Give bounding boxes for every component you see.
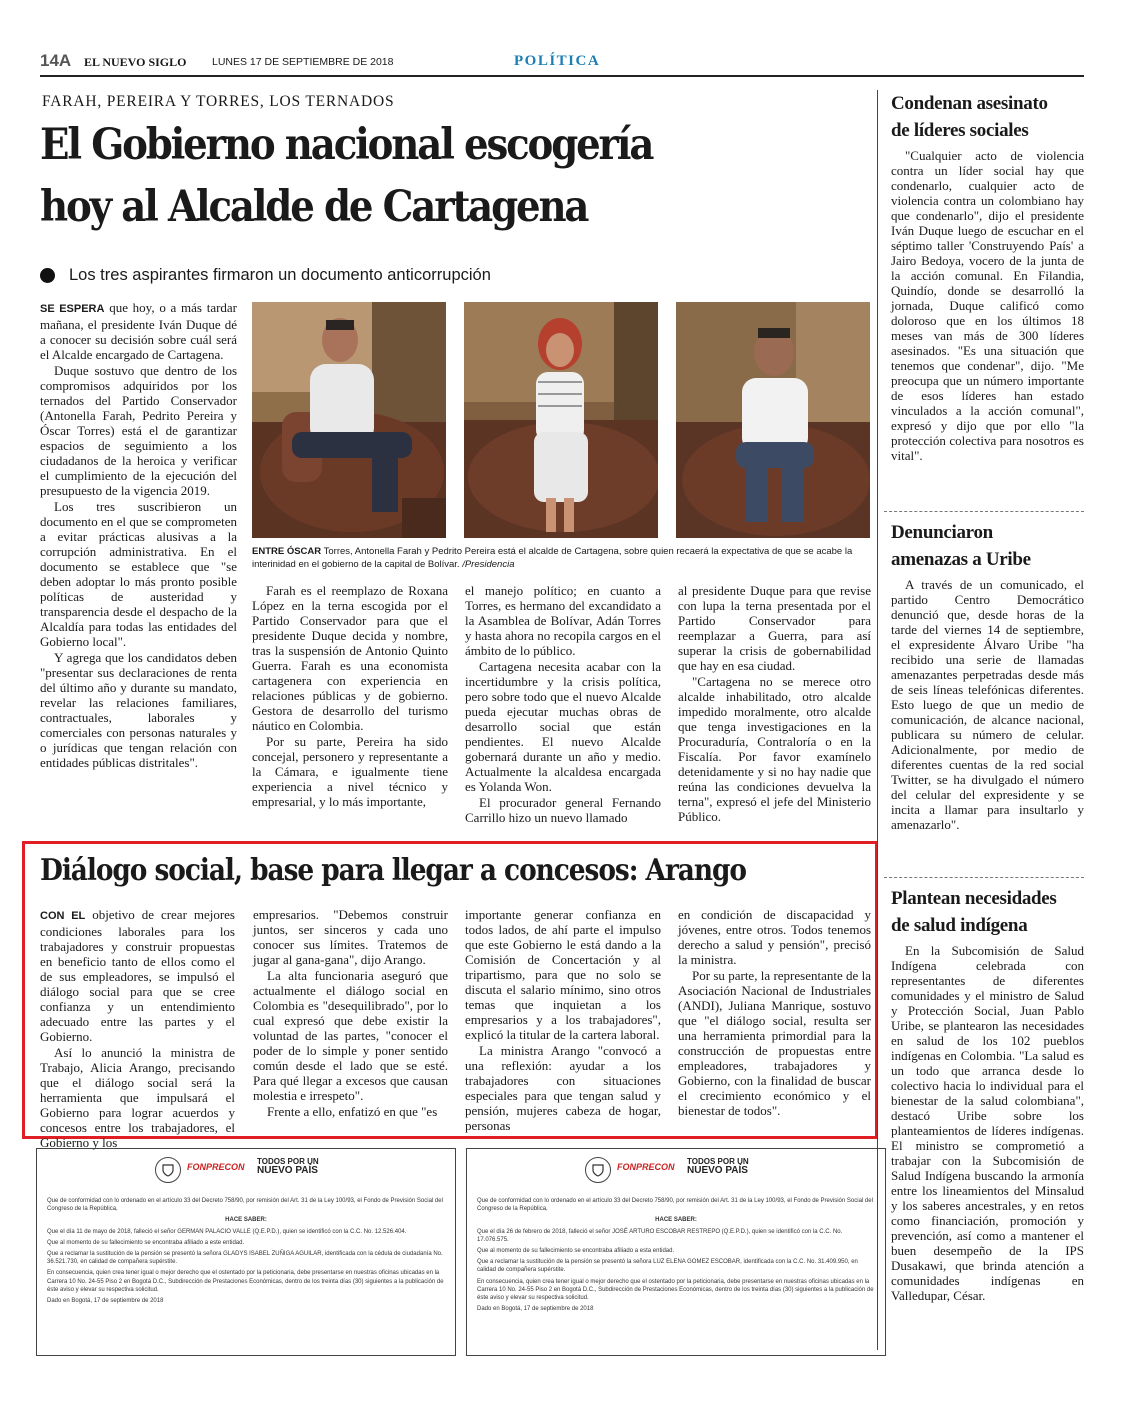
main-column-1 bbox=[40, 300, 237, 771]
publication-name: EL NUEVO SIGLO bbox=[84, 55, 187, 69]
section-label: POLÍTICA bbox=[514, 53, 601, 69]
story-kicker: FARAH, PEREIRA Y TORRES, LOS TERNADOS bbox=[42, 93, 395, 110]
notice-paragraph: Que el día 11 de mayo de 2018, falleció el señor GERMAN PALACIO VALLE (Q.E.P.D.), quien se identificó con la C.C. No. 12.526.404. bbox=[47, 1228, 407, 1235]
sidebar-title-3: Plantean necesidades de salud indígena bbox=[891, 888, 1057, 936]
notice-logos bbox=[477, 1157, 875, 1197]
main-column-3 bbox=[465, 583, 661, 826]
sidebar-title-1: Condenan asesinato de líderes sociales bbox=[891, 93, 1048, 141]
notice-paragraph: Que el día 26 de febrero de 2018, falleció el señor JOSÉ ARTURO ESCOBAR RESTREPO (Q.E.P.D.), quien se identificó con la C.C. No. 17.076.575. bbox=[477, 1228, 843, 1243]
story-headline bbox=[40, 114, 778, 238]
notice-paragraph: Que a reclamar la sustitución de la pensión se presentó la señora LUZ ELENA GOMEZ ESCOBAR, identificada con la C.C. No. 31.409.950, en calidad de compañera supérstite. bbox=[477, 1259, 858, 1274]
paragraph: El procurador general Fernando Carrillo hizo un nuevo llamado bbox=[465, 795, 661, 825]
main-column-4 bbox=[678, 583, 871, 825]
paragraph: Así lo anunció la ministra de Trabajo, Alicia Arango, precisando que el diálogo social será la herramienta que impulsará el Gobierno para lograr acuerdos y concesos entre los trabajadores, el Gobierno y los bbox=[40, 1045, 235, 1150]
notice-paragraph: En consecuencia, quien crea tener igual o mejor derecho que el ostentado por la peticionaria, debe presentarse en nuestras oficinas ubicadas en la Carrera 10 No. 24-55 Piso 2 en Bogotá D.C., Subdirección de Prestaciones Económicas, dentro de los treinta días (30) siguientes a la publicación de éste aviso y elevar su respectiva solicitud. bbox=[47, 1270, 444, 1293]
government-slogan: TODOS POR UN NUEVO PAÍS bbox=[687, 1157, 749, 1176]
issue-date: LUNES 17 DE SEPTIEMBRE DE 2018 bbox=[212, 56, 394, 68]
fonprecon-logo: FONPRECON bbox=[617, 1162, 675, 1172]
paragraph: "Cartagena no se merece otro alcalde inhabilitado, otro alcalde impedido moralmente, otro alcalde que tenga investigaciones en la Procuraduría, Contraloría o en la Fiscalía. Por favor examínelo detenidamente y si no hay nadie que reúna las condiciones devuelva la terna", expresó el jefe del Ministerio Público. bbox=[678, 674, 871, 824]
sidebar-title-2: Denunciaron amenazas a Uribe bbox=[891, 522, 1031, 570]
paragraph: Farah es el reemplazo de Roxana López en la terna escogida por el Partido Conservador para que el presidente Duque decida y nombre, tras la suspensión de Antonio Quinto Guerra. Farah es una economista cartagenera con experiencia en relaciones públicas y de gobierno. Gestora de desarrollo del turismo náutico en Colombia. bbox=[252, 583, 448, 733]
paragraph: el manejo político; en cuanto a Torres, es hermano del excandidato a la Asamblea de Bolívar, Adán Torres y hasta ahora no recopila cargos en el ámbito de lo público. bbox=[465, 583, 661, 658]
headline-line-2: hoy al Alcalde de Cartagena bbox=[40, 182, 588, 232]
notice-paragraph: Que a reclamar la sustitución de la pensión se presentó la señora GLADYS ISABEL ZUÑIGA AGUILAR, identificada con la cédula de ciudadanía No. 36.521.730, en calidad de compañera supérstite. bbox=[47, 1251, 443, 1266]
notice-heading: HACE SABER: bbox=[225, 1217, 267, 1224]
photo-antonella-farah bbox=[464, 302, 658, 538]
paragraph: La alta funcionaria aseguró que actualmente el diálogo social en Colombia es "desequilibrado", por lo cual expresó que debe existir la voluntad de las partes, "conocer el poder de lo simple y poner sentido común desde el lado que se esté. Para qué llegar a excesos que causan molestia e irrespeto". bbox=[253, 968, 448, 1103]
notice-paragraph: En consecuencia, quien crea tener igual o mejor derecho que el ostentado por la peticionaria, debe presentarse en nuestras oficinas ubicadas en la Carrera 10 No. 24-55 Piso 2 en Bogotá D.C., Subdirección de Prestaciones Económicas, dentro de los treinta días (30) siguientes a la publicación de éste aviso y elevar su respectiva solicitud. bbox=[477, 1278, 874, 1302]
paragraph: en condición de discapacidad y jóvenes, entre otros. Todos tenemos derecho a salud y pensión", precisó la ministra. bbox=[678, 907, 871, 967]
notice-heading: HACE SABER: bbox=[655, 1217, 697, 1224]
paragraph: Los tres suscribieron un documento en el que se comprometen a evitar prácticas alusivas a la corrupción administrativa. En el documento se establece que "se deben adoptar lo más pronto posible políticas de austeridad y transparencia desde el despacho de la Alcaldía para todas las entidades del Gobierno local". bbox=[40, 499, 237, 649]
paragraph: Por su parte, la representante de la Asociación Nacional de Industriales (ANDI), Juliana Manrique, sostuvo que "el diálogo social, resulta ser una herramienta primordial para la construcción de propuestas entre empleadores, trabajadores y Gobierno, con la finalidad de buscar el crecimiento económico y el bienestar de todos". bbox=[678, 968, 871, 1118]
lead-in: SE ESPERA bbox=[40, 303, 105, 315]
paragraph: "Cualquier acto de violencia contra un líder social hay que condenarlo, cualquier acto de violencia contra un colombiano hay que condenarlo", dijo el presidente Iván Duque luego de escuchar en el séptimo taller 'Construyendo País' a Jairo Bedoya, vocero de la junta de la acción comunal. En Filandia, Quindío, donde se desarrolló la jornada, Duque calificó como doloroso que en los últimos 18 meses van más de 300 líderes asesinados. "Es una situación que tenemos que condenar", dijo. "Me preocupa que un número importante de esos líderes han estado vinculados a la acción comunal", expresó y dijo que por ello "la protección colectiva para nosotros es vital". bbox=[891, 148, 1084, 463]
boxed-column-1 bbox=[40, 907, 235, 1151]
sidebar-body-3 bbox=[891, 943, 1084, 1304]
subhead-text: Los tres aspirantes firmaron un documento anticorrupción bbox=[69, 266, 491, 284]
notice-intro: Que de conformidad con lo ordenado en el artículo 33 del Decreto 758/90, por remisión del Art. 31 de la Ley 100/93, el Fondo de Previsión Social del Congreso de la República, bbox=[47, 1198, 443, 1213]
notice-paragraph: Que al momento de su fallecimiento se encontraba afiliado a este entidad. bbox=[47, 1239, 245, 1246]
paragraph: En la Subcomisión de Salud Indígena celebrada con representantes de diferentes comunidades y el ministro de Salud y Protección Social, Juan Pablo Uribe, se plantearon las necesidades en salud de los 102 pueblos indígenas en Colombia. "La salud es un todo que arranca desde lo colectivo hacia lo individual para el bienestar de la salud colombiana", destacó Uribe sobre los planteamientos de líderes indígenas. El ministro se comprometió a trabajar con la Subcomisión de Salud Indígena buscando la armonía entre los lineamientos del Minsalud y los saberes ancestrales, y en retos como financiación, promoción y prevención, así como a mantener el buen desempeño de la IPS Dusakawi, que brinda atención a comunidades indígenas en Valledupar, César. bbox=[891, 943, 1084, 1303]
page-folio bbox=[40, 49, 1084, 77]
paragraph: Frente a ello, enfatizó en que "es bbox=[267, 1104, 438, 1119]
sidebar-divider bbox=[884, 511, 1084, 512]
boxed-column-2 bbox=[253, 907, 448, 1120]
boxed-column-4 bbox=[678, 907, 871, 1119]
paragraph: Cartagena necesita acabar con la incertidumbre y la crisis política, pero sobre todo que el nuevo Alcalde pueda ejecutar muchas obras de desarrollo social que están pendientes. El nuevo Alcalde gobernará durante un año y medio. Actualmente la alcaldesa encargada es Yolanda Won. bbox=[465, 659, 661, 794]
paragraph: Duque sostuvo que dentro de los compromisos adquiridos por los ternados del Partido Conservador (Antonella Farah, Pedrito Pereira y Óscar Torres) está el de garantizar espacios de seguimiento a los ciudadanos de la heroica y verificar el cumplimiento de la ejecución del presupuesto de la vigencia 2019. bbox=[40, 363, 237, 498]
main-column-2 bbox=[252, 583, 448, 810]
paragraph: SE ESPERA que hoy, o a más tardar mañana, el presidente Iván Duque dé a conocer su decisión sobre cuál será el Alcalde encargado de Cartagena. bbox=[40, 300, 238, 362]
photo-caption bbox=[252, 545, 868, 571]
sidebar-body-1 bbox=[891, 148, 1084, 464]
paragraph: Y agrega que los candidatos deben "presentar sus declaraciones de renta del último año y durante su mandato, revelar las relaciones familiares, contractuales, laborales y comerciales con personas naturales y o jurídicas que tengan relación con entidades públicas distritales". bbox=[40, 650, 237, 770]
photo-strip bbox=[252, 302, 868, 538]
paragraph: Por su parte, Pereira ha sido concejal, personero y representante a la Cámara, e igualmente tiene experiencia a nivel técnico y empresarial, y lo más importante, bbox=[252, 734, 448, 809]
paragraph: importante generar confianza en todos lados, de ahí parte el impulso que este Gobierno le está dando a la Comisión de Concertación y al tripartismo, para que no solo se discuta el salario mínimo, sino otros temas que inquietan a los empresarios y a los trabajadores", explicó la titular de la cartera laboral. bbox=[465, 907, 661, 1042]
bullet-icon bbox=[40, 268, 55, 283]
coat-of-arms-icon bbox=[155, 1157, 181, 1183]
notice-intro: Que de conformidad con lo ordenado en el artículo 33 del Decreto 758/90, por remisión del Art. 31 de la Ley 100/93, el Fondo de Previsión Social del Congreso de la República, bbox=[477, 1198, 873, 1213]
government-slogan: TODOS POR UN NUEVO PAÍS bbox=[257, 1157, 319, 1176]
sidebar-divider bbox=[884, 877, 1084, 878]
paragraph: CON EL objetivo de crear mejores condiciones laborales para los trabajadores y construir propuestas en beneficio tanto de ellos como el de sus empleadores, se impulsó el diálogo social para que se cree confianza y un entendimiento adecuado entre las partes y el Gobierno. bbox=[40, 907, 235, 1044]
coat-of-arms-icon bbox=[585, 1157, 611, 1183]
paragraph: La ministra Arango "convocó a una reflexión: ayudar a los trabajadores con situaciones especiales para que tengan salud y pensión, mujeres cabeza de hogar, personas bbox=[465, 1043, 661, 1133]
paragraph: A través de un comunicado, el partido Centro Democrático denunció que, desde horas de la tarde del viernes 14 de septiembre, el expresidente Álvaro Uribe "ha recibido una serie de llamadas amenazantes perpetradas desde más de seis líneas telefónicas diferentes. Esto luego de que un medio de comunicación, de alcance nacional, publicara su número de celular. Adicionalmente, por medio de diferentes cuentas de la red social Twitter, se ha divulgado el número del celular del expresidente y se incita a llamar para insultarlo y amenazarlo". bbox=[891, 577, 1084, 832]
boxed-story-headline: Diálogo social, base para llegar a concesos: Arango bbox=[40, 853, 746, 888]
fonprecon-logo: FONPRECON bbox=[187, 1162, 245, 1172]
sidebar-body-2 bbox=[891, 577, 1084, 833]
caption-credit: /Presidencia bbox=[462, 559, 515, 570]
notice-logos bbox=[47, 1157, 445, 1197]
boxed-column-3 bbox=[465, 907, 661, 1134]
headline-line-1: El Gobierno nacional escogería bbox=[40, 120, 653, 170]
caption-lead: ENTRE ÓSCAR bbox=[252, 546, 322, 557]
legal-notice-1 bbox=[36, 1148, 456, 1356]
caption-text: Torres, Antonella Farah y Pedrito Pereira está el alcalde de Cartagena, sobre quien recaerá la expectativa de que se acabe la interinidad en el gobierno de la capital de Bolívar. bbox=[252, 546, 853, 570]
photo-oscar-torres bbox=[252, 302, 446, 538]
notice-date: Dado en Bogotá, 17 de septiembre de 2018 bbox=[47, 1298, 164, 1305]
notice-date: Dado en Bogotá, 17 de septiembre de 2018 bbox=[477, 1306, 594, 1313]
photo-pedrito-pereira bbox=[676, 302, 870, 538]
story-subhead bbox=[40, 266, 491, 285]
legal-notice-2 bbox=[466, 1148, 886, 1356]
lead-in: CON EL bbox=[40, 910, 86, 922]
paragraph: al presidente Duque para que revise con lupa la terna presentada por el Partido Conservador para reemplazar a Guerra, para así superar la crisis de gobernabilidad que hay en esa ciudad. bbox=[678, 583, 871, 673]
page-number: 14A bbox=[40, 51, 72, 70]
notice-paragraph: Que al momento de su fallecimiento se encontraba afiliado a esta entidad. bbox=[477, 1248, 675, 1255]
paragraph: empresarios. "Debemos construir juntos, ser sinceros y cada uno conocer sus límites. Tratemos de jugar al gana-gana", dijo Arango. bbox=[253, 907, 448, 967]
